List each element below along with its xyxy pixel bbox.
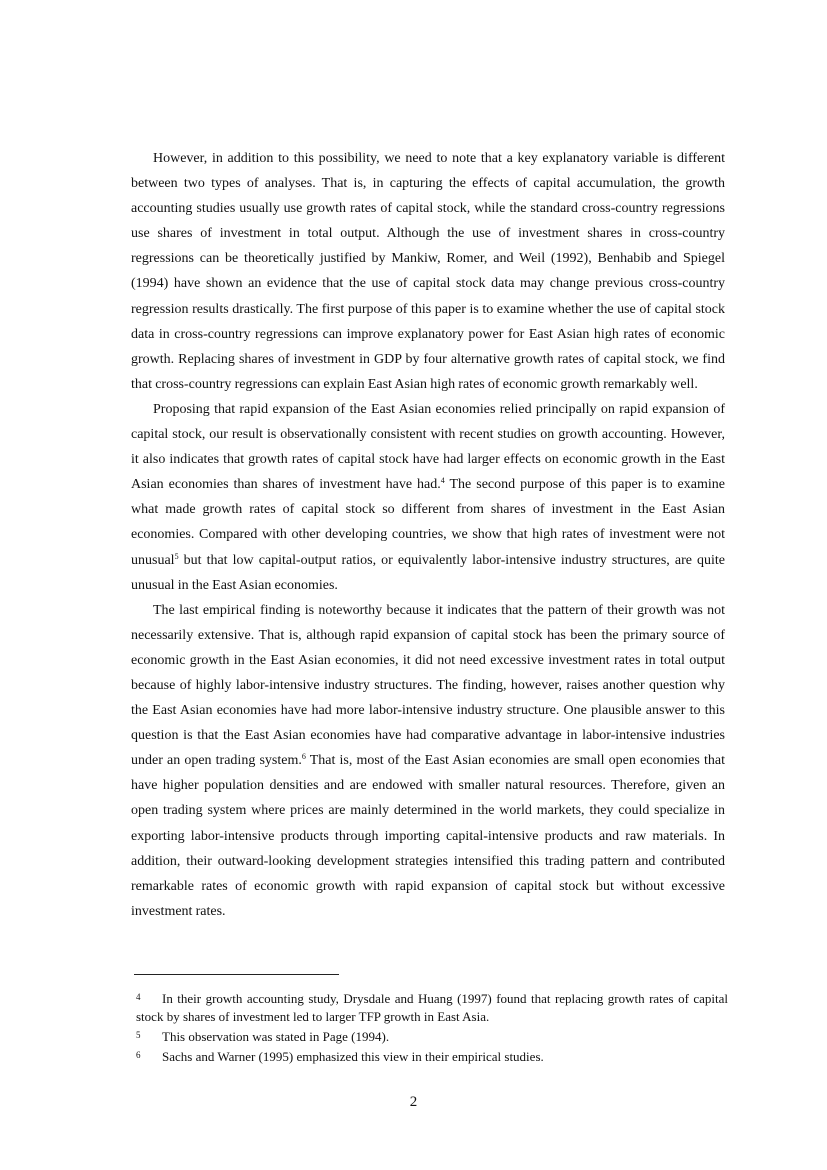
footnote-divider <box>134 974 339 975</box>
paragraph-text: Proposing that rapid expansion of the East Asian economies relied principally on rapid expansion of capital stock, our result is observationally consistent with recent studies on growth accounting. However, it also indicates that growth rates of capital stock have had larger effects on economic growth in the East Asian economies than shares of investment have had. <box>131 401 725 493</box>
paragraph <box>131 397 725 598</box>
paragraph <box>131 598 725 924</box>
footnote-text: Sachs and Warner (1995) emphasized this view in their empirical studies. <box>162 1049 544 1064</box>
paragraph-text: but that low capital-output ratios, or equivalently labor-intensive industry structures, are quite unusual in the East Asian economies. <box>131 552 725 593</box>
footnote-mark: 4 <box>136 992 141 1002</box>
paragraph-text: That is, most of the East Asian economies are small open economies that have higher population densities and are endowed with smaller natural resources. Therefore, given an open trading system where prices are mainly determined in the world markets, they could specialize in exporting labor-intensive products through importing capital-intensive products and raw materials. In addition, their outward-looking development strategies intensified this trading pattern and contributed remarkable rates of economic growth with rapid expansion of capital stock but without excessive investment rates. <box>131 753 725 919</box>
paragraph <box>131 146 725 397</box>
footnote-reference[interactable]: 4 <box>440 476 445 486</box>
paragraph-text: However, in addition to this possibility, we need to note that a key explanatory variable is different between two types of analyses. That is, in capturing the effects of capital accumulation, the growth accounting studies usually use growth rates of capital stock, while the standard cross-country regressions use shares of investment in total output. Although the use of investment shares in cross-country regressions can be theoretically justified by Mankiw, Romer, and Weil (1992), Benhabib and Spiegel (1994) have shown an evidence that the use of capital stock data may change previous cross-country regression results drastically. The first purpose of this paper is to examine whether the use of capital stock data in cross-country regressions can improve explanatory power for East Asian high rates of economic growth. Replacing shares of investment in GDP by four alternative growth rates of capital stock, we find that cross-country regressions can explain East Asian high rates of economic growth remarkably well. <box>131 151 725 392</box>
paragraph-text: The second purpose of this paper is to examine what made growth rates of capital stock so different from shares of investment in the East Asian economies. Compared with other developing countries, we show that high rates of investment were not unusual <box>131 477 725 568</box>
footnote <box>136 988 728 1026</box>
footnote-text: In their growth accounting study, Drysdale and Huang (1997) found that replacing growth rates of capital stock by shares of investment led to larger TFP growth in East Asia. <box>136 991 728 1024</box>
footnote-text: This observation was stated in Page (1994). <box>162 1029 390 1044</box>
page-number: 2 <box>409 1094 418 1110</box>
footnote-mark: 6 <box>136 1050 141 1060</box>
footnote-reference[interactable]: 6 <box>301 752 306 762</box>
body-text <box>131 146 725 924</box>
footnotes <box>136 988 728 1066</box>
footnote <box>136 1026 728 1046</box>
footnote <box>136 1046 728 1066</box>
paragraph-text: The last empirical finding is noteworthy because it indicates that the pattern of their growth was not necessarily extensive. That is, although rapid expansion of capital stock has been the primary source of economic growth in the East Asian economies, it did not need excessive investment rates in total output because of highly labor-intensive industry structures. The finding, however, raises another question why the East Asian economies have had more labor-intensive industry structure. One plausible answer to this question is that the East Asian economies have had comparative advantage in labor-intensive industries under an open trading system. <box>131 602 725 769</box>
footnote-reference[interactable]: 5 <box>174 551 179 561</box>
footnote-mark: 5 <box>136 1030 141 1040</box>
